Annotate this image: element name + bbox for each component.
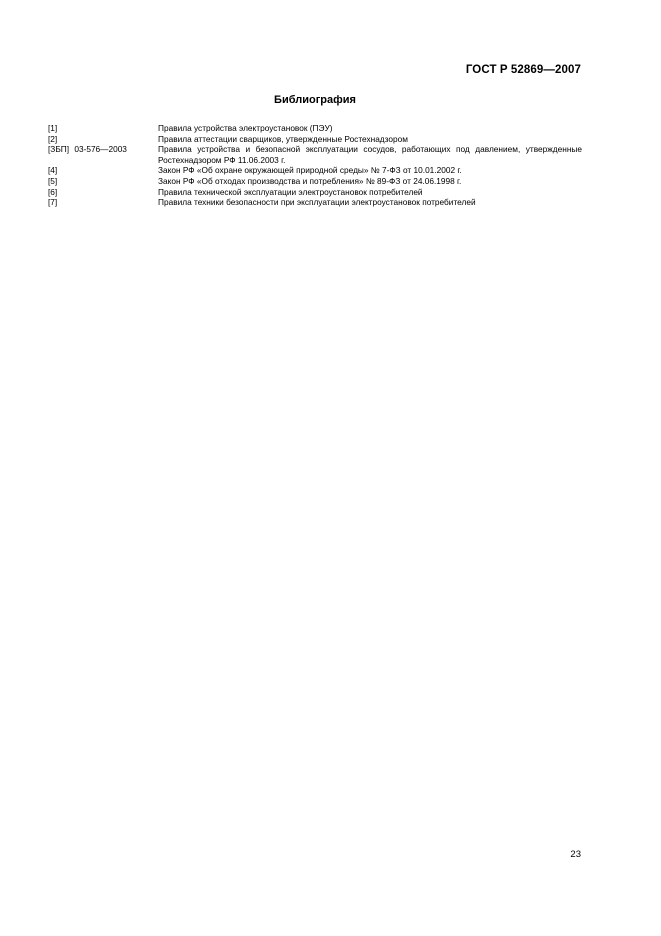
bibliography-title: Библиография (274, 94, 356, 106)
bibliography-text: Закон РФ «Об охране окружающей природной среды» № 7-ФЗ от 10.01.2002 г. (158, 165, 462, 176)
bibliography-entry-7 (48, 197, 582, 208)
bibliography-entry-5 (48, 176, 582, 187)
bibliography-ref: [4] (48, 165, 58, 176)
bibliography-entry-2 (48, 134, 582, 145)
document-code: ГОСТ Р 52869—2007 (465, 64, 581, 76)
bibliography-ref: [2] (48, 133, 58, 144)
bibliography-text: Закон РФ «Об отходах производства и потребления» № 89-ФЗ от 24.06.1998 г. (158, 175, 462, 186)
bibliography-ref: [ЗБП] 03-576—2003 (48, 144, 127, 155)
bibliography-entry-6 (48, 187, 582, 198)
bibliography-list (48, 123, 582, 208)
bibliography-text: Правила устройства электроустановок (ПЭУ) (158, 123, 333, 133)
bibliography-text: Правила аттестации сварщиков, утвержденные Ростехнадзором (158, 133, 408, 144)
bibliography-ref: [6] (48, 186, 58, 197)
bibliography-entry-1 (48, 123, 582, 134)
bibliography-ref: [5] (48, 175, 58, 186)
bibliography-ref: [7] (48, 197, 58, 208)
bibliography-text: Правила техники безопасности при эксплуатации электроустановок потребителей (158, 197, 476, 208)
bibliography-entry-4 (48, 165, 582, 176)
bibliography-ref: [1] (48, 123, 58, 133)
bibliography-text: Правила устройства и безопасной эксплуатации сосудов, работающих под давлением, утвержденные Ростехнадзором РФ 11.06.2003 г. (158, 144, 582, 165)
bibliography-text: Правила технической эксплуатации электроустановок потребителей (158, 186, 423, 197)
page-number: 23 (570, 849, 581, 860)
bibliography-entry-3 (48, 144, 582, 165)
